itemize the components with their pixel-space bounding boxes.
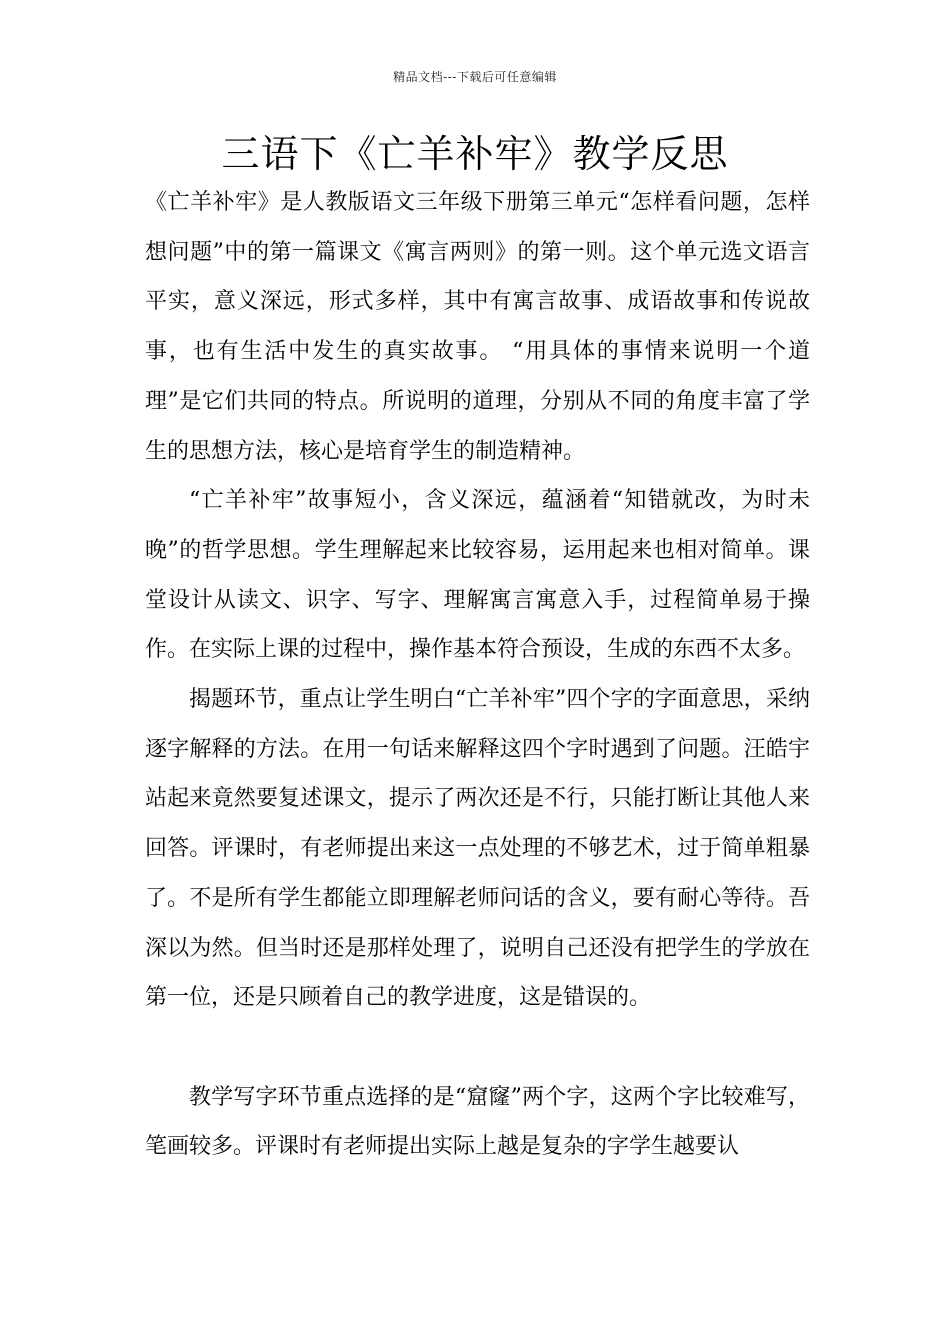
page-header: 精品文档---下载后可任意编辑	[393, 70, 557, 84]
paragraph: 揭题环节，重点让学生明白“亡羊补牢”四个字的字面意思，采纳逐字解释的方法。在用一句话来解释这四个字时遇到了问题。汪皓宇站起来竟然要复述课文，提示了两次还是不行，只能打断让其他人来回答。评课时，有老师提出来这一点处理的不够艺术，过于简单粗暴了。不是所有学生都能立即理解老师问话的含义，要有耐心等待。吾深以为然。但当时还是那样处理了，说明自己还没有把学生的学放在第一位，还是只顾着自己的教学进度，这是错误的。	[145, 687, 810, 1011]
paragraph: 《亡羊补牢》是人教版语文三年级下册第三单元“怎样看问题，怎样想问题”中的第一篇课文《寓言两则》的第一则。这个单元选文语言平实，意义深远，形式多样，其中有寓言故事、成语故事和传说故事，也有生活中发生的真实故事。 “用具体的事情来说明一个道理”是它们共同的特点。所说明的道理，分别从不同的角度丰富了学生的思想方法，核心是培育学生的制造精神。	[145, 190, 810, 464]
document-title: 三语下《亡羊补牢》教学反思	[221, 132, 729, 176]
paragraph: 教学写字环节重点选择的是“窟窿”两个字，这两个字比较难写，笔画较多。评课时有老师提出实际上越是复杂的字学生越要认	[145, 1084, 810, 1160]
paragraph: “亡羊补牢”故事短小，含义深远，蕴涵着“知错就改，为时未晚”的哲学思想。学生理解起来比较容易，运用起来也相对简单。课堂设计从读文、识字、写字、理解寓言寓意入手，过程简单易于操作。在实际上课的过程中，操作基本符合预设，生成的东西不太多。	[145, 488, 810, 663]
document-body	[145, 178, 810, 1172]
